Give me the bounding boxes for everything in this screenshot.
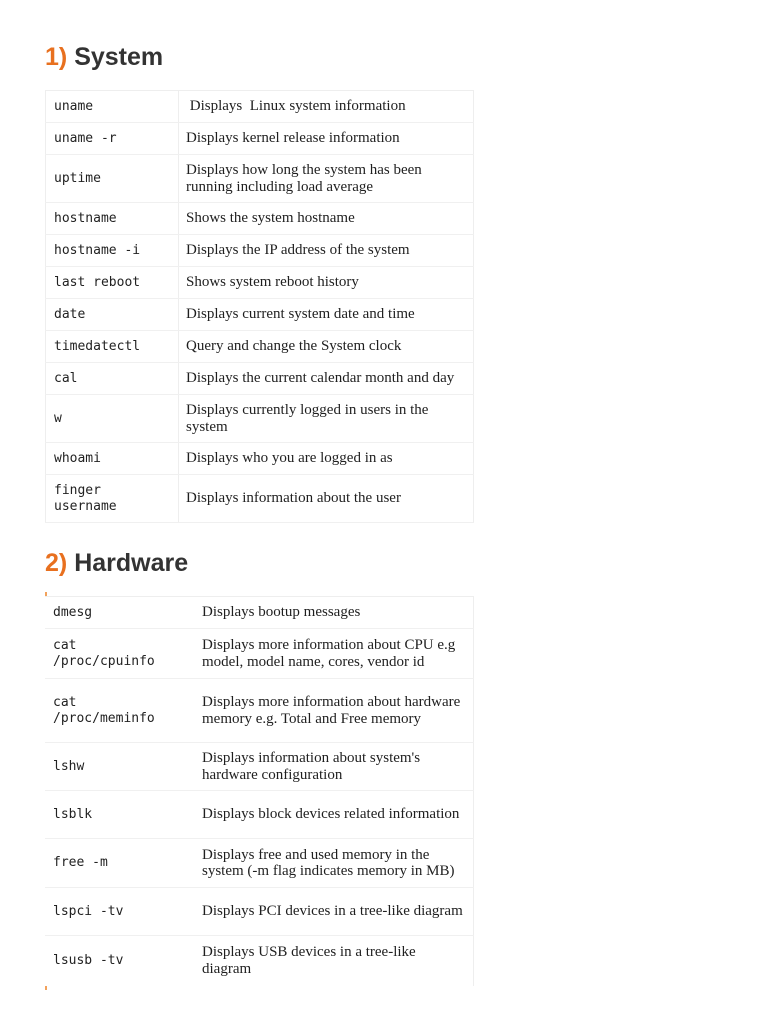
description-cell: Displays Linux system information — [179, 91, 474, 123]
description-cell: Shows system reboot history — [179, 267, 474, 299]
section-heading-system — [45, 42, 163, 72]
command-cell: whoami — [46, 443, 179, 475]
table-row — [46, 299, 474, 331]
system-commands-table — [45, 90, 474, 523]
description-cell: Displays the IP address of the system — [179, 235, 474, 267]
description-cell: Displays more information about hardware memory e.g. Total and Free memory — [194, 679, 474, 743]
table-row — [46, 155, 474, 203]
section-number: 1) — [45, 43, 68, 71]
description-cell: Displays how long the system has been running including load average — [179, 155, 474, 203]
description-cell: Displays more information about CPU e.g model, model name, cores, vendor id — [194, 629, 474, 679]
description-cell: Query and change the System clock — [179, 331, 474, 363]
command-cell: finger username — [46, 475, 179, 523]
command-cell: date — [46, 299, 179, 331]
command-cell: lsusb -tv — [53, 952, 124, 968]
command-cell: timedatectl — [46, 331, 179, 363]
table-row — [45, 629, 474, 679]
table-row — [45, 679, 474, 743]
table-row — [46, 123, 474, 155]
description-cell: Displays bootup messages — [194, 597, 474, 629]
table-row — [46, 443, 474, 475]
command-cell: uptime — [46, 155, 179, 203]
table-row — [46, 235, 474, 267]
command-cell: cat /proc/cpuinfo — [45, 629, 194, 679]
command-cell: hostname -i — [46, 235, 179, 267]
description-cell: Displays kernel release information — [179, 123, 474, 155]
description-cell: Displays currently logged in users in the system — [179, 395, 474, 443]
command-cell: lsblk — [45, 791, 194, 839]
description-cell: Displays free and used memory in the system (-m flag indicates memory in MB) — [194, 839, 474, 888]
command-cell: hostname — [46, 203, 179, 235]
description-cell: Displays the current calendar month and day — [179, 363, 474, 395]
table-row — [46, 475, 474, 523]
description-cell: Displays PCI devices in a tree-like diagram — [194, 888, 474, 936]
table-row — [46, 267, 474, 299]
description-cell: Displays block devices related information — [194, 791, 474, 839]
command-cell: w — [46, 395, 179, 443]
section-title: System — [74, 43, 164, 71]
command-cell: cat /proc/meminfo — [45, 679, 194, 743]
table-row — [45, 597, 474, 629]
description-cell: Displays information about the user — [179, 475, 474, 523]
command-cell: lspci -tv — [45, 888, 194, 936]
section-heading-hardware — [45, 548, 188, 578]
command-cell: last reboot — [46, 267, 179, 299]
description-cell: Displays who you are logged in as — [179, 443, 474, 475]
table-row — [46, 331, 474, 363]
table-row — [46, 363, 474, 395]
command-cell: uname — [46, 91, 179, 123]
section-title: Hardware — [74, 549, 189, 577]
description-cell: Displays information about system's hardware configuration — [194, 743, 474, 791]
description-cell: Displays USB devices in a tree-like diagram — [202, 944, 416, 977]
command-cell: lshw — [45, 743, 194, 791]
table-row — [45, 743, 474, 791]
table-row — [45, 839, 474, 888]
table-row — [45, 888, 474, 936]
table-row — [46, 91, 474, 123]
table-row — [45, 936, 474, 986]
hardware-commands-table — [45, 596, 474, 986]
table-row — [46, 395, 474, 443]
command-cell: cal — [46, 363, 179, 395]
description-cell: Shows the system hostname — [179, 203, 474, 235]
section-number: 2) — [45, 549, 68, 577]
command-cell: free -m — [45, 839, 194, 888]
command-cell: uname -r — [46, 123, 179, 155]
table-row — [46, 203, 474, 235]
table-row — [45, 791, 474, 839]
description-cell: Displays current system date and time — [179, 299, 474, 331]
command-cell: dmesg — [45, 597, 194, 629]
